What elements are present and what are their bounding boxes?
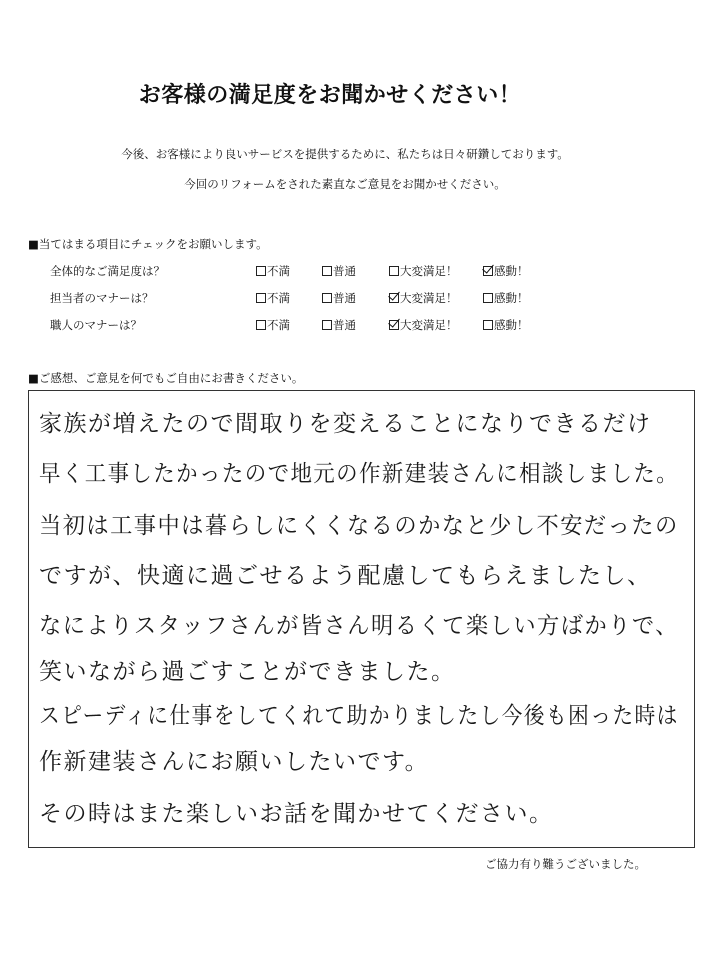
option-impressed[interactable] [483, 263, 529, 279]
option-label: 不満 [267, 318, 290, 332]
option-label: 感動！ [494, 318, 529, 332]
checkbox[interactable] [256, 293, 266, 303]
option-label: 大変満足！ [400, 291, 458, 305]
comment-line: 当初は工事中は暮らしにくくなるのかなと少し不安だったの [39, 513, 679, 539]
option-label: 感動！ [494, 291, 529, 305]
comment-line: その時はまた楽しいお話を聞かせてください。 [39, 801, 554, 827]
comment-line: 早く工事したかったので地元の作新建装さんに相談しました。 [39, 461, 680, 487]
checkbox[interactable] [483, 320, 493, 330]
option-very-satisfied[interactable] [389, 290, 458, 306]
option-neutral[interactable] [322, 263, 356, 279]
option-label: 不満 [267, 291, 290, 305]
option-label: 大変満足！ [400, 318, 458, 332]
option-label: 大変満足！ [400, 264, 458, 278]
option-impressed[interactable] [483, 317, 529, 333]
rating-row [0, 290, 720, 308]
option-label: 普通 [333, 264, 356, 278]
checkbox[interactable] [483, 293, 493, 303]
comment-line: なによりスタッフさんが皆さん明るくて楽しい方ばかりで、 [39, 613, 679, 639]
rating-question-label: 担当者のマナーは？ [50, 291, 154, 305]
option-very-satisfied[interactable] [389, 263, 458, 279]
comment-line: スピーディに仕事をしてくれて助かりましたし今後も困った時は [39, 703, 679, 729]
checkbox[interactable] [256, 320, 266, 330]
option-dissatisfied[interactable] [256, 290, 290, 306]
rating-row [0, 263, 720, 281]
page-title: お客様の満足度をお聞かせください！ [138, 83, 522, 108]
checkbox[interactable] [322, 320, 332, 330]
option-dissatisfied[interactable] [256, 317, 290, 333]
comment-line: 作新建装さんにお願いしたいです。 [39, 749, 430, 775]
comment-box [28, 390, 695, 848]
checkbox[interactable] [322, 293, 332, 303]
checkbox[interactable] [389, 266, 399, 276]
closing-message: ご協力有り難うございました。 [485, 857, 646, 871]
comment-line: 家族が増えたので間取りを変えることになりできるだけ [39, 411, 652, 437]
intro-line-1: 今後、お客様により良いサービスを提供するために、私たちは日々研鑽しております。 [121, 147, 569, 161]
option-label: 普通 [333, 318, 356, 332]
comment-line: 笑いながら過ごすことができました。 [39, 659, 456, 685]
comment-line: ですが、快適に過ごせるよう配慮してもらえましたし、 [39, 563, 652, 589]
checkbox[interactable] [389, 320, 399, 330]
checkbox[interactable] [322, 266, 332, 276]
checkbox[interactable] [389, 293, 399, 303]
option-label: 不満 [267, 264, 290, 278]
option-label: 感動！ [494, 264, 529, 278]
option-dissatisfied[interactable] [256, 263, 290, 279]
option-neutral[interactable] [322, 290, 356, 306]
option-impressed[interactable] [483, 290, 529, 306]
intro-line-2: 今回のリフォームをされた素直なご意見をお聞かせください。 [184, 177, 506, 191]
checkbox[interactable] [256, 266, 266, 276]
rating-row [0, 317, 720, 335]
comment-section-label: ■ご感想、ご意見を何でもご自由にお書きください。 [28, 371, 304, 385]
rating-section-label: ■当てはまる項目にチェックをお願いします。 [28, 237, 268, 251]
option-label: 普通 [333, 291, 356, 305]
option-very-satisfied[interactable] [389, 317, 458, 333]
option-neutral[interactable] [322, 317, 356, 333]
rating-question-label: 職人のマナーは？ [50, 318, 142, 332]
checkbox[interactable] [483, 266, 493, 276]
rating-question-label: 全体的なご満足度は？ [50, 264, 165, 278]
